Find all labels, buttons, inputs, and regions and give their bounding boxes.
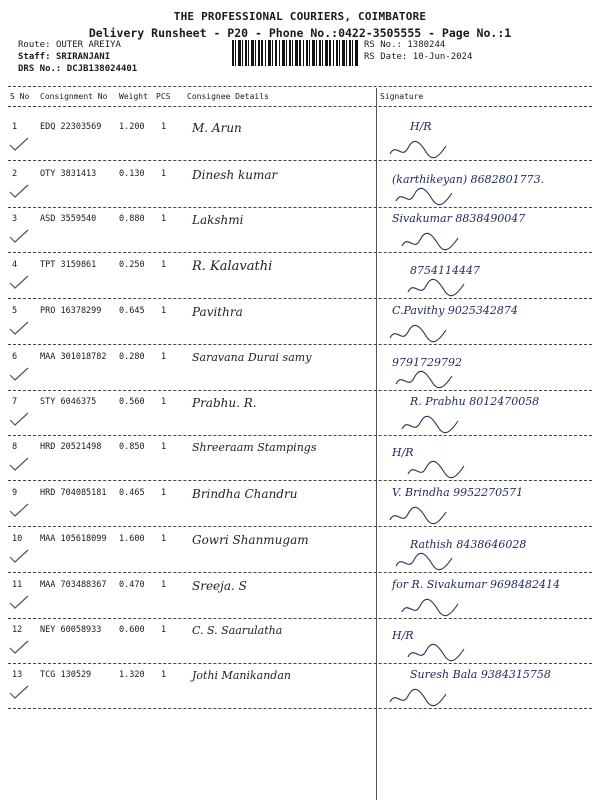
row-sno: 2 (12, 169, 18, 179)
signature-scribble (400, 596, 460, 620)
runsheet-title: Delivery Runsheet - P20 - Phone No.:0422-3505555 - Page No.:1 (88, 26, 512, 40)
signature-scribble (394, 368, 454, 392)
row-signature-handwriting: Sivakumar 8838490047 (392, 212, 526, 225)
col-header-consignee: Consignee Details (187, 92, 269, 101)
row-sno: 1 (12, 122, 18, 132)
row-weight: 0.850 (119, 442, 145, 452)
row-signature-handwriting: V. Brindha 9952270571 (392, 486, 524, 499)
row-signature-handwriting: H/R (410, 120, 432, 133)
staff-value: SRIRANJANI (55, 52, 111, 62)
row-signature-handwriting: for R. Sivakumar 9698482414 (392, 578, 561, 591)
row-separator (8, 298, 592, 299)
row-pcs: 1 (161, 122, 167, 132)
row-separator (8, 618, 592, 619)
staff-line (18, 52, 110, 63)
row-separator (8, 526, 592, 527)
row-weight: 0.130 (119, 169, 145, 179)
row-sno: 4 (12, 260, 18, 270)
row-signature-handwriting: H/R (392, 629, 414, 642)
signature-scribble (388, 322, 448, 346)
row-separator (8, 207, 592, 208)
rs-no-value: 1380244 (407, 40, 446, 50)
row-separator (8, 252, 592, 253)
row-separator (8, 390, 592, 391)
signature-scribble (400, 230, 460, 254)
checkmark-icon (8, 639, 30, 655)
row-weight: 0.560 (119, 397, 145, 407)
drs-value: DCJB138024401 (66, 64, 138, 74)
row-weight: 1.320 (119, 670, 145, 680)
row-consignee-handwriting: Jothi Manikandan (192, 669, 291, 682)
row-consignment-no: MAA 301018782 (40, 352, 107, 362)
signature-scribble (406, 641, 466, 665)
checkmark-icon (8, 684, 30, 700)
row-consignee-handwriting: Saravana Durai samy (192, 351, 312, 364)
row-consignment-no: TPT 3159861 (40, 260, 97, 270)
row-pcs: 1 (161, 580, 167, 590)
rs-no-label: RS No.: (364, 40, 402, 50)
checkmark-icon (8, 502, 30, 518)
signature-scribble (400, 413, 460, 437)
row-sno: 9 (12, 488, 18, 498)
col-header-pcs: PCS (156, 92, 171, 101)
signature-scribble (388, 138, 448, 162)
rs-date-value: 10-Jun-2024 (412, 52, 473, 62)
row-pcs: 1 (161, 397, 167, 407)
col-header-signature: Signature (380, 92, 424, 101)
row-consignee-handwriting: Shreeraam Stampings (192, 441, 317, 454)
signature-scribble (394, 185, 454, 209)
row-consignment-no: NEY 60058933 (40, 625, 102, 635)
row-weight: 0.600 (119, 625, 145, 635)
row-signature-handwriting: 8754114447 (410, 264, 480, 277)
row-pcs: 1 (161, 306, 167, 316)
checkmark-icon (8, 136, 30, 152)
row-consignment-no: HRD 704085181 (40, 488, 107, 498)
signature-scribble (388, 686, 448, 710)
company-title: THE PROFESSIONAL COURIERS, COIMBATORE (173, 10, 427, 23)
row-sno: 8 (12, 442, 18, 452)
row-weight: 0.645 (119, 306, 145, 316)
row-separator (8, 663, 592, 664)
row-sno: 11 (12, 580, 23, 590)
checkmark-icon (8, 366, 30, 382)
row-separator (8, 344, 592, 345)
row-consignment-no: MAA 703488367 (40, 580, 107, 590)
checkmark-icon (8, 228, 30, 244)
row-pcs: 1 (161, 670, 167, 680)
row-consignee-handwriting: C. S. Saarulatha (192, 624, 283, 637)
row-sno: 12 (12, 625, 23, 635)
drs-line (18, 64, 137, 75)
row-signature-handwriting: H/R (392, 446, 414, 459)
row-consignment-no: MAA 105618099 (40, 534, 107, 544)
row-consignment-no: ASD 3559540 (40, 214, 97, 224)
signature-scribble (394, 550, 454, 574)
row-pcs: 1 (161, 260, 167, 270)
row-separator (8, 480, 592, 481)
route-line (18, 40, 121, 51)
signature-scribble (406, 458, 466, 482)
checkmark-icon (8, 456, 30, 472)
row-weight: 0.465 (119, 488, 145, 498)
route-label: Route: (18, 40, 51, 50)
row-consignee-handwriting: Pavithra (192, 305, 243, 319)
row-weight: 0.470 (119, 580, 145, 590)
barcode-image (232, 40, 360, 66)
row-signature-handwriting: (karthikeyan) 8682801773. (392, 173, 545, 186)
row-separator (8, 160, 592, 161)
table-header-rule (8, 106, 592, 107)
row-sno: 3 (12, 214, 18, 224)
row-separator (8, 435, 592, 436)
checkmark-icon (8, 274, 30, 290)
row-signature-handwriting: Rathish 8438646028 (410, 538, 527, 551)
row-sno: 5 (12, 306, 18, 316)
row-separator (8, 708, 592, 709)
signature-column-divider (376, 88, 377, 800)
row-consignment-no: HRD 20521498 (40, 442, 102, 452)
checkmark-icon (8, 594, 30, 610)
row-consignment-no: TCG 130529 (40, 670, 92, 680)
rs-date-label: RS Date: (364, 52, 408, 62)
drs-label: DRS No.: (18, 64, 62, 74)
row-consignment-no: OTY 3831413 (40, 169, 97, 179)
row-consignment-no: PRO 16378299 (40, 306, 102, 316)
signature-scribble (388, 504, 448, 528)
row-weight: 0.280 (119, 352, 145, 362)
row-consignee-handwriting: Sreeja. S (192, 579, 247, 593)
row-consignee-handwriting: Gowri Shanmugam (192, 533, 309, 547)
row-pcs: 1 (161, 214, 167, 224)
row-pcs: 1 (161, 488, 167, 498)
row-pcs: 1 (161, 534, 167, 544)
row-signature-handwriting: 9791729792 (392, 356, 462, 369)
row-pcs: 1 (161, 442, 167, 452)
row-weight: 0.880 (119, 214, 145, 224)
checkmark-icon (8, 411, 30, 427)
row-consignee-handwriting: Lakshmi (192, 213, 244, 227)
col-header-weight: Weight (119, 92, 148, 101)
col-header-consignment: Consignment No (40, 92, 108, 101)
checkmark-icon (8, 183, 30, 199)
row-signature-handwriting: R. Prabhu 8012470058 (410, 395, 540, 408)
row-consignee-handwriting: M. Arun (192, 121, 242, 135)
col-header-sno: S No (10, 92, 30, 101)
row-weight: 0.250 (119, 260, 145, 270)
row-pcs: 1 (161, 169, 167, 179)
row-consignee-handwriting: Brindha Chandru (192, 487, 298, 501)
rs-date-line (364, 52, 472, 63)
route-value: OUTER AREIYA (55, 40, 121, 50)
row-consignment-no: STY 6046375 (40, 397, 97, 407)
checkmark-icon (8, 548, 30, 564)
row-consignment-no: EDQ 22303569 (40, 122, 102, 132)
row-signature-handwriting: C.Pavithy 9025342874 (392, 304, 518, 317)
row-pcs: 1 (161, 625, 167, 635)
row-pcs: 1 (161, 352, 167, 362)
rs-no-line (364, 40, 445, 51)
row-sno: 6 (12, 352, 18, 362)
row-weight: 1.200 (119, 122, 145, 132)
row-consignee-handwriting: Dinesh kumar (192, 168, 278, 182)
row-consignee-handwriting: R. Kalavathi (192, 259, 273, 274)
row-sno: 13 (12, 670, 23, 680)
signature-scribble (406, 276, 466, 300)
row-separator (8, 572, 592, 573)
staff-label: Staff: (18, 52, 51, 62)
row-signature-handwriting: Suresh Bala 9384315758 (410, 668, 551, 681)
row-consignee-handwriting: Prabhu. R. (192, 396, 257, 410)
table-top-rule (8, 86, 592, 87)
row-sno: 7 (12, 397, 18, 407)
row-weight: 1.600 (119, 534, 145, 544)
row-sno: 10 (12, 534, 23, 544)
checkmark-icon (8, 320, 30, 336)
